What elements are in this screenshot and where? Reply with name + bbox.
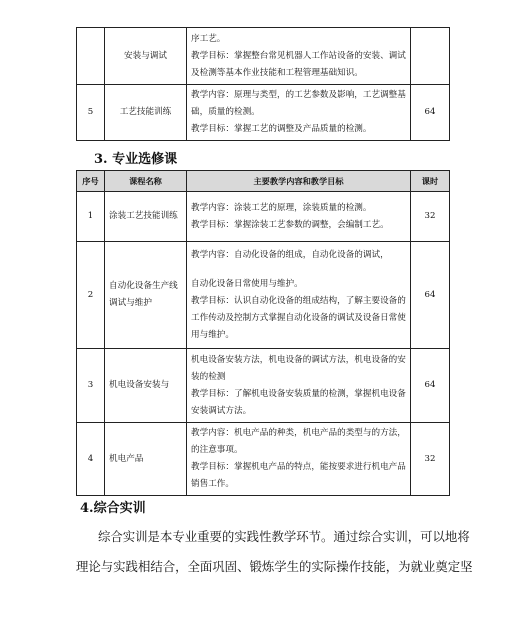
row-number: 3 [77, 349, 105, 423]
row-number [77, 28, 105, 85]
content-line: 教学目标：掌握涂装工艺参数的调整，会编制工艺。 [191, 219, 389, 230]
course-name: 涂装工艺技能训练 [105, 192, 187, 242]
course-hours: 32 [411, 423, 450, 496]
content-line: 机电设备安装方法，机电设备的调试方法，机电设备的安装的检测 [191, 354, 406, 382]
content-line: 教学内容：涂装工艺的原理，涂装质量的检测。 [191, 202, 372, 213]
table-row [77, 192, 450, 242]
course-name: 工艺技能训练 [105, 85, 187, 141]
content-line: 序工艺。 [191, 33, 226, 44]
course-hours: 32 [411, 192, 450, 242]
course-hours: 64 [411, 349, 450, 423]
course-name: 机电产品 [105, 423, 187, 496]
table-row [77, 423, 450, 496]
row-number: 1 [77, 192, 105, 242]
course-content [187, 28, 411, 85]
column-header: 序号 [77, 171, 105, 192]
elective-course-table [76, 170, 450, 496]
table-row [77, 349, 450, 423]
course-hours: 64 [411, 242, 450, 349]
content-line: 教学目标：掌握工艺的调整及产品质量的检测。 [191, 124, 372, 134]
content-line: 教学目标：掌握机电产品的特点，能按要求进行机电产品销售工作。 [191, 462, 406, 489]
course-content [187, 85, 411, 141]
table-header-row [77, 171, 450, 192]
course-name: 安装与调试 [105, 28, 187, 85]
table-row [77, 28, 450, 85]
column-header: 课时 [411, 171, 450, 192]
content-line: 教学目标：认识自动化设备的组成结构，了解主要设备的工作传动及控制方式掌握自动化设备的调试及设备日常使用与维护。 [191, 295, 406, 340]
course-name: 自动化设备生产线调试与维护 [105, 242, 187, 349]
section-heading: 3. 专业选修课 [94, 152, 178, 167]
course-content [187, 423, 411, 496]
row-number: 2 [77, 242, 105, 349]
content-line: 教学目标：掌握整台常见机器人工作站设备的安装、调试及检测等基本作业技能和工程管理基础知识。 [191, 50, 406, 78]
paragraph-line: 理论与实践相结合，全面巩固、锻炼学生的实际操作技能，为就业奠定坚 [76, 559, 473, 574]
course-content [187, 192, 411, 242]
course-table-continued [76, 27, 450, 141]
section-heading: 4.综合实训 [80, 501, 146, 516]
course-content [187, 349, 411, 423]
content-line: 教学目标：了解机电设备安装质量的检测，掌握机电设备安装调试方法。 [191, 388, 406, 416]
course-hours [411, 28, 450, 85]
table-row [77, 242, 450, 349]
column-header: 主要教学内容和教学目标 [187, 171, 411, 192]
row-number: 5 [77, 85, 105, 141]
paragraph-line: 综合实训是本专业重要的实践性教学环节。通过综合实训，可以地将 [98, 529, 470, 544]
content-line: 自动化设备日常使用与维护。 [191, 278, 303, 289]
row-number: 4 [77, 423, 105, 496]
content-line: 教学内容：自动化设备的组成，自动化设备的调试， [191, 249, 389, 260]
course-name: 机电设备安装与 [105, 349, 187, 423]
column-header: 课程名称 [105, 171, 187, 192]
content-line: 教学内容：机电产品的种类，机电产品的类型与的方法，的注意事项。 [191, 428, 406, 455]
course-hours: 64 [411, 85, 450, 141]
content-line: 教学内容：原理与类型，的工艺参数及影响，工艺调整基础，质量的检测。 [191, 90, 406, 117]
course-content [187, 242, 411, 349]
table-row [77, 85, 450, 141]
